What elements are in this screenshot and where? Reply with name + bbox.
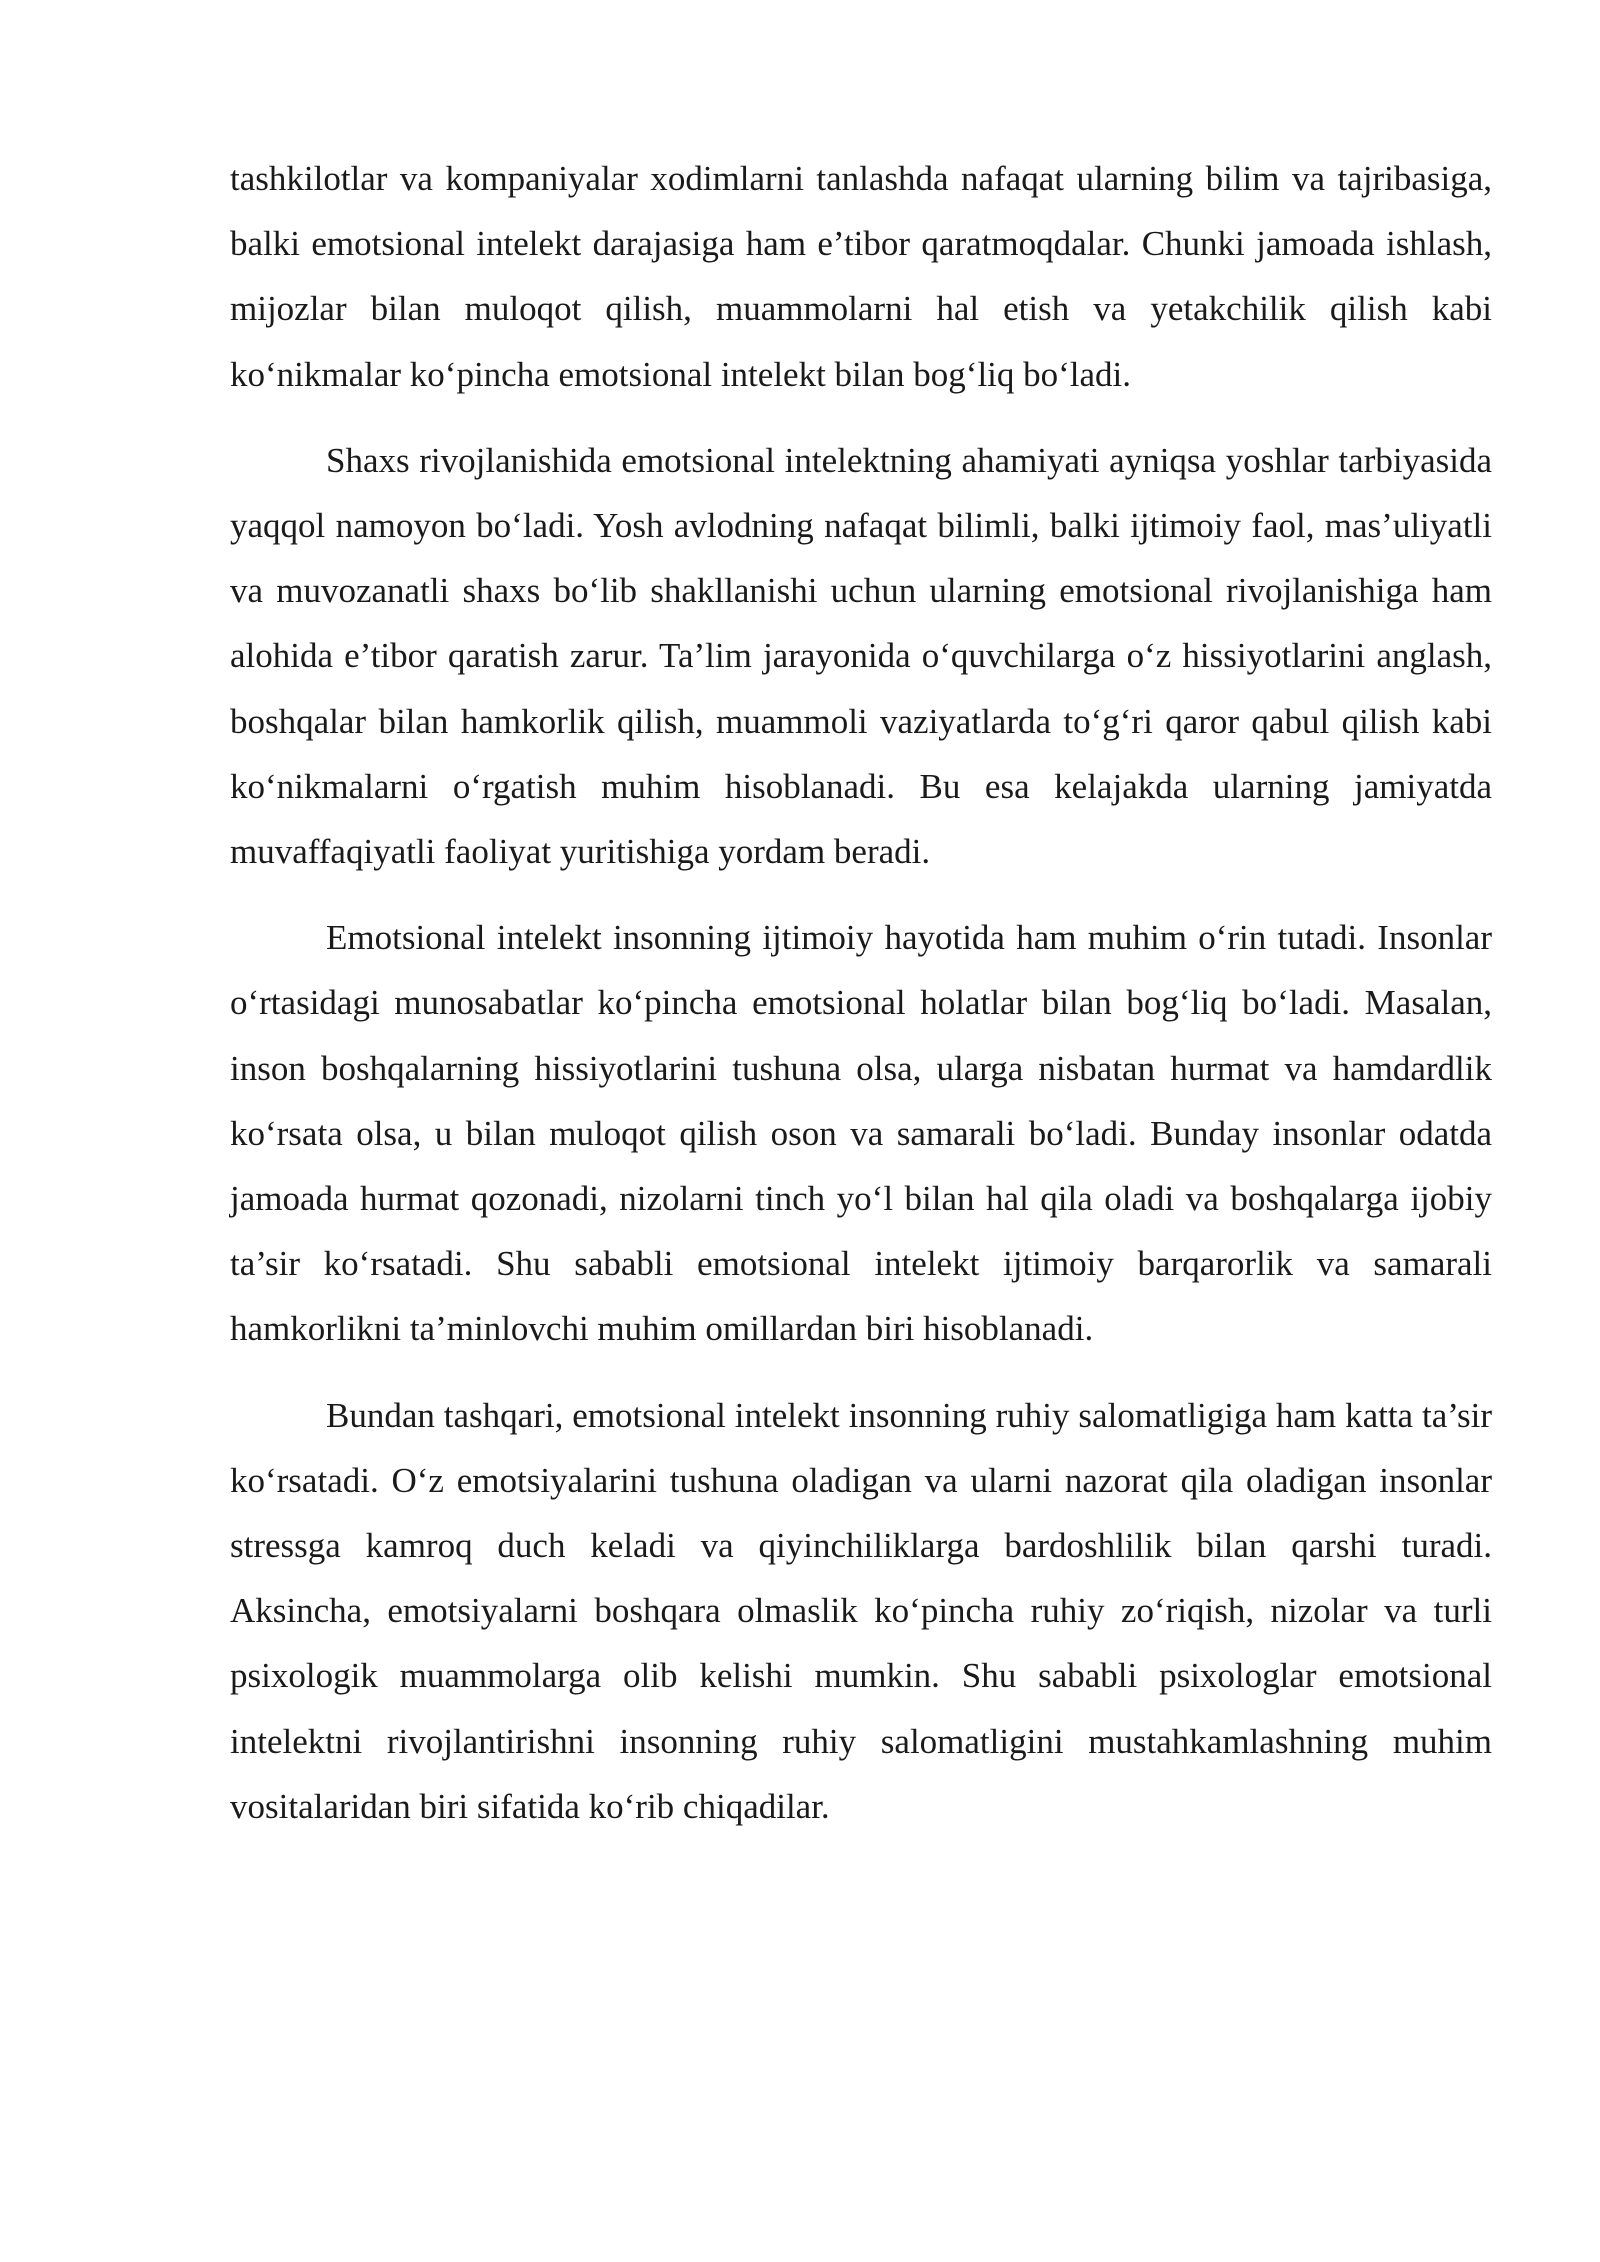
paragraph-2: Shaxs rivojlanishida emotsional intelektning ahamiyati ayniqsa yoshlar tarbiyasida yaqqol namoyon bo‘ladi. Yosh avlodning nafaqat bilimli, balki ijtimoiy faol, mas’uliyatli va muvozanatli shaxs bo‘lib shakllanishi uchun ularning emotsional rivojlanishiga ham alohida e’tibor qaratish zarur. Ta’lim jarayonida o‘quvchilarga o‘z hissiyotlarini anglash, boshqalar bilan hamkorlik qilish, muammoli vaziyatlarda to‘g‘ri qaror qabul qilish kabi ko‘nikmalarni o‘rgatish muhim hisoblanadi. Bu esa kelajakda ularning jamiyatda muvaffaqiyatli faoliyat yuritishiga yordam beradi. bbox=[230, 440, 1492, 872]
paragraph-1: tashkilotlar va kompaniyalar xodimlarni tanlashda nafaqat ularning bilim va tajribasiga, balki emotsional intelekt darajasiga ham e’tibor qaratmoqdalar. Chunki jamoada ishlash, mijozlar bilan muloqot qilish, muammolarni hal etish va yetakchilik qilish kabi ko‘nikmalar ko‘pincha emotsional intelekt bilan bog‘liq bo‘ladi. bbox=[230, 159, 1492, 394]
paragraph-3: Emotsional intelekt insonning ijtimoiy hayotida ham muhim o‘rin tutadi. Insonlar o‘rtasidagi munosabatlar ko‘pincha emotsional holatlar bilan bog‘liq bo‘ladi. Masalan, inson boshqalarning hissiyotlarini tushuna olsa, ularga nisbatan hurmat va hamdardlik ko‘rsata olsa, u bilan muloqot qilish oson va samarali bo‘ladi. Bunday insonlar odatda jamoada hurmat qozonadi, nizolarni tinch yo‘l bilan hal qila oladi va boshqalarga ijobiy ta’sir ko‘rsatadi. Shu sababli emotsional intelekt ijtimoiy barqarorlik va samarali hamkorlikni ta’minlovchi muhim omillardan biri hisoblanadi. bbox=[230, 918, 1492, 1349]
paragraph-4: Bundan tashqari, emotsional intelekt insonning ruhiy salomatligiga ham katta ta’sir ko‘rsatadi. O‘z emotsiyalarini tushuna oladigan va ularni nazorat qila oladigan insonlar stressga kamroq duch keladi va qiyinchiliklarga bardoshlilik bilan qarshi turadi. Aksincha, emotsiyalarni boshqara olmaslik ko‘pincha ruhiy zo‘riqish, nizolar va turli psixologik muammolarga olib kelishi mumkin. Shu sababli psixologlar emotsional intelektni rivojlantirishni insonning ruhiy salomatligini mustahkamlashning muhim vositalaridan biri sifatida ko‘rib chiqadilar. bbox=[230, 1395, 1492, 1826]
body-text bbox=[230, 146, 1492, 1860]
